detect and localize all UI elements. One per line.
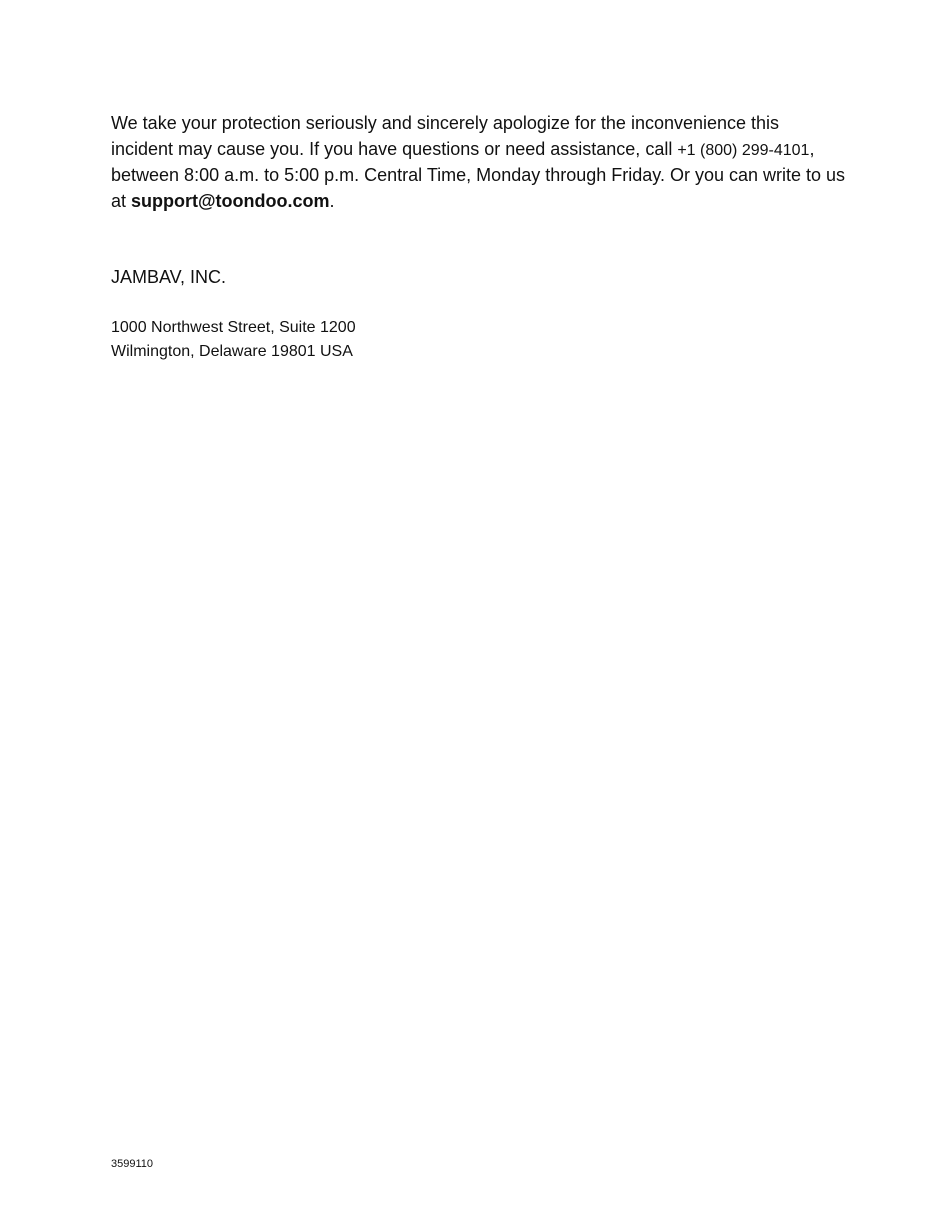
- address-line-1: 1000 Northwest Street, Suite 1200: [111, 319, 356, 336]
- address-line-2: Wilmington, Delaware 19801 USA: [111, 343, 353, 360]
- paragraph-text-start: We take your protection seriously and sincerely apologize for the inconvenience this incident may cause you. If you have questions or need assistance, call: [111, 113, 780, 159]
- paragraph-text-end: .: [329, 190, 335, 211]
- document-id: 3599110: [111, 1158, 154, 1170]
- company-name: JAMBAV, INC.: [111, 267, 227, 287]
- closing-paragraph: [111, 111, 846, 214]
- company-address: [111, 316, 356, 364]
- support-phone-number: +1 (800) 299-4101: [677, 141, 810, 159]
- paragraph-text-middle: , between 8:00 a.m. to 5:00 p.m. Central Time, Monday through Friday. Or you can write to us at: [111, 138, 846, 211]
- support-email: support@toondoo.com: [131, 190, 330, 211]
